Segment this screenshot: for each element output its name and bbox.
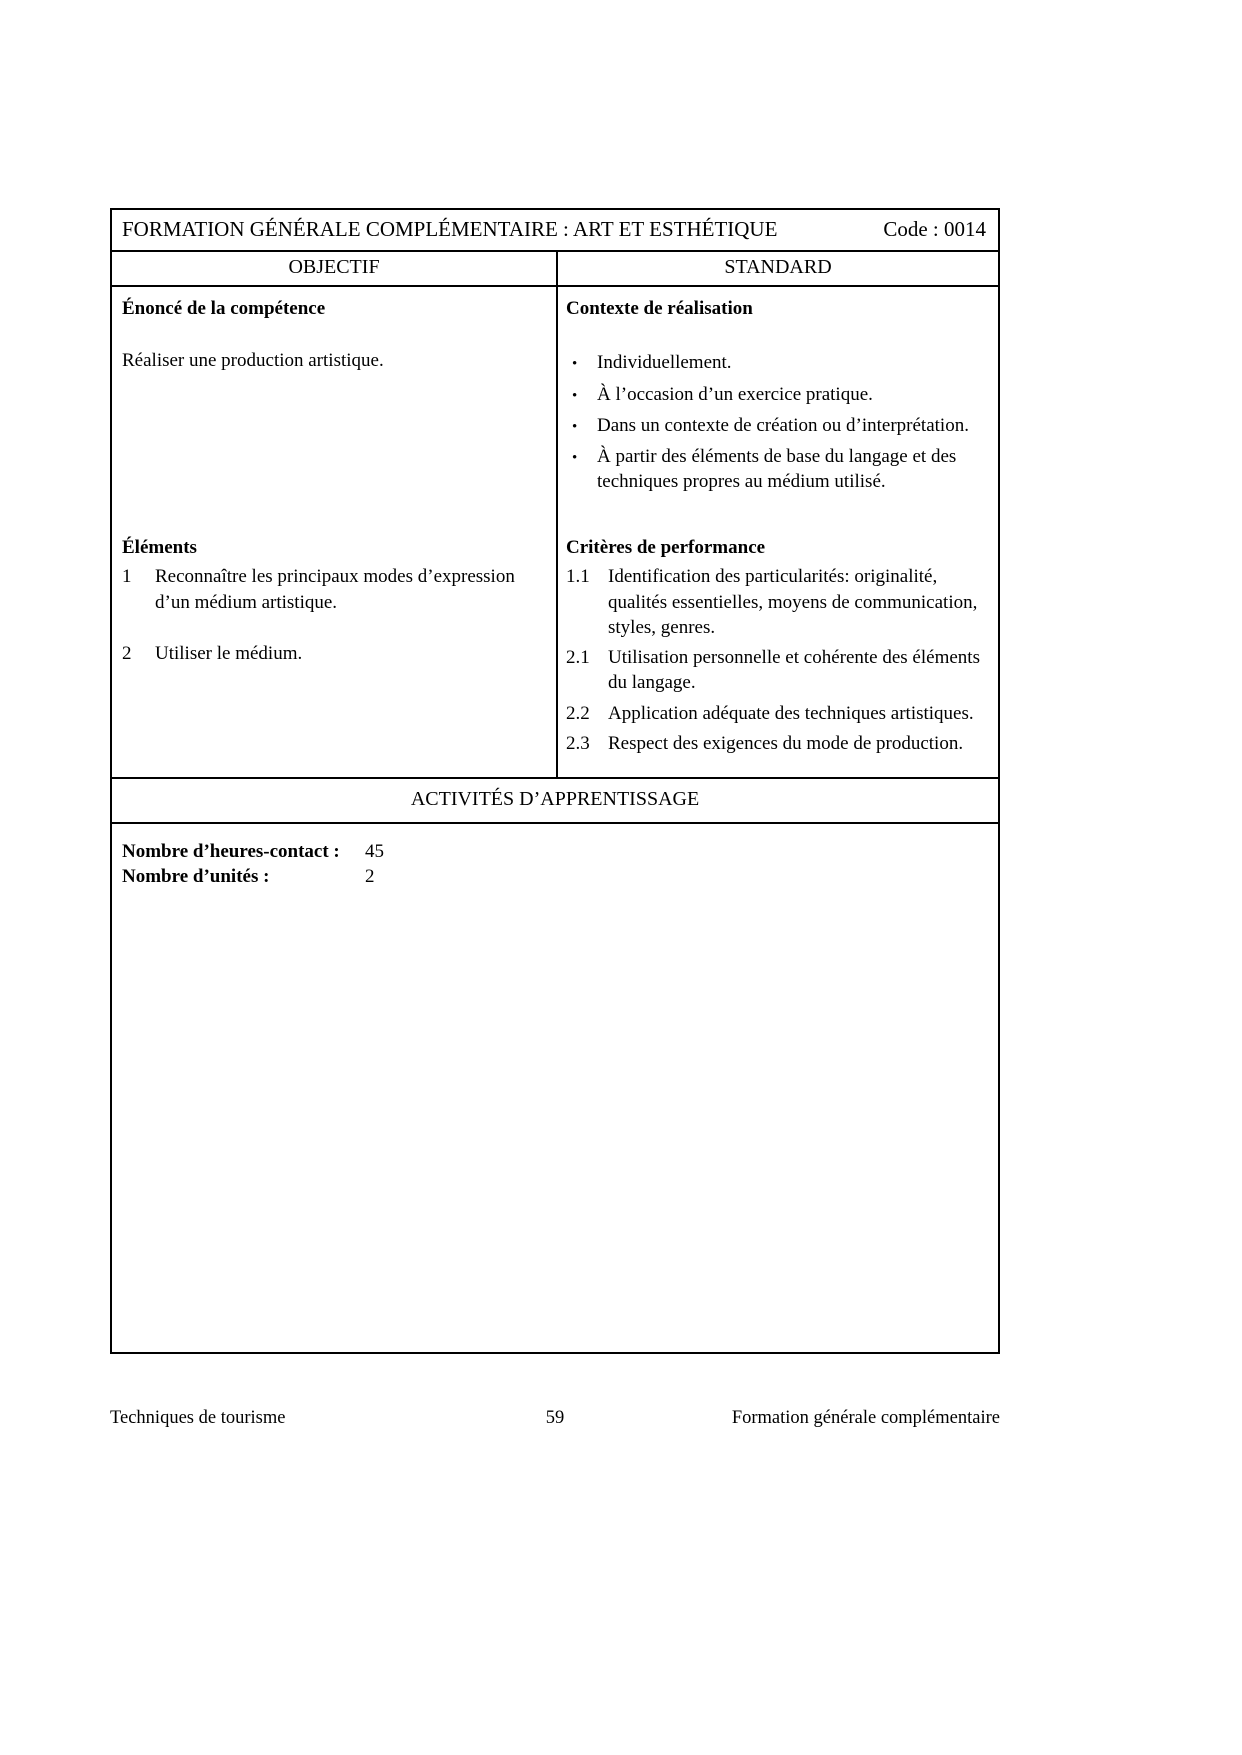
footer-program-name: Techniques de tourisme bbox=[110, 1408, 286, 1428]
critere-number: 2.3 bbox=[566, 732, 590, 754]
unites-row bbox=[122, 864, 986, 889]
activites-section bbox=[112, 824, 998, 1352]
course-title: FORMATION GÉNÉRALE COMPLÉMENTAIRE : ART ET ESTHÉTIQUE bbox=[122, 217, 778, 241]
bullet-icon bbox=[566, 413, 597, 438]
critere-text: Identification des particularités: originalité, qualités essentielles, moyens de communication, styles, genres. bbox=[608, 566, 978, 638]
list-item bbox=[566, 350, 988, 375]
criteres-section bbox=[558, 535, 998, 777]
contexte-item-text: À partir des éléments de base du langage et des techniques propres au médium utilisé. bbox=[597, 446, 957, 493]
critere-number: 1.1 bbox=[566, 566, 590, 588]
course-sheet-table bbox=[110, 208, 1000, 1354]
enonce-title: Énoncé de la compétence bbox=[122, 298, 326, 319]
unites-label: Nombre d’unités : bbox=[122, 866, 270, 888]
objectif-column-header: OBJECTIF bbox=[112, 252, 558, 285]
list-item bbox=[566, 413, 988, 438]
elements-section bbox=[112, 535, 558, 777]
criteres-title: Critères de performance bbox=[566, 537, 766, 558]
element-number: 2 bbox=[122, 642, 132, 664]
contexte-item-text: Individuellement. bbox=[597, 352, 732, 374]
heures-contact-label: Nombre d’heures-contact : bbox=[122, 841, 340, 863]
course-code: Code : 0014 bbox=[883, 217, 986, 241]
activites-header: ACTIVITÉS D’APPRENTISSAGE bbox=[112, 779, 998, 824]
element-number: 1 bbox=[122, 566, 132, 588]
critere-number: 2.1 bbox=[566, 647, 590, 669]
critere-number: 2.2 bbox=[566, 702, 590, 724]
list-item bbox=[566, 382, 988, 407]
heures-contact-row bbox=[122, 839, 986, 864]
page-footer bbox=[110, 1408, 1000, 1429]
elements-list bbox=[122, 564, 542, 666]
footer-section-name: Formation générale complémentaire bbox=[731, 1408, 1000, 1428]
list-item bbox=[122, 564, 542, 615]
footer-page-number: 59 bbox=[545, 1408, 565, 1428]
critere-text: Respect des exigences du mode de production. bbox=[608, 732, 964, 754]
table-title-row bbox=[112, 210, 998, 252]
list-item bbox=[122, 641, 542, 666]
criteres-list bbox=[566, 564, 988, 756]
enonce-section bbox=[112, 287, 558, 535]
list-item bbox=[566, 564, 988, 640]
bullet-icon bbox=[566, 382, 597, 407]
list-item bbox=[566, 645, 988, 696]
elements-title: Éléments bbox=[122, 537, 197, 558]
unites-value: 2 bbox=[365, 866, 375, 888]
bullet-icon bbox=[566, 444, 597, 495]
contexte-item-text: Dans un contexte de création ou d’interprétation. bbox=[597, 414, 969, 436]
list-item bbox=[566, 701, 988, 726]
contexte-title: Contexte de réalisation bbox=[566, 298, 753, 319]
critere-text: Application adéquate des techniques artistiques. bbox=[608, 702, 974, 724]
standard-column-header: STANDARD bbox=[724, 256, 832, 278]
critere-text: Utilisation personnelle et cohérente des éléments du langage. bbox=[608, 647, 980, 694]
table-body bbox=[112, 287, 998, 779]
list-item bbox=[566, 444, 988, 495]
enonce-text: Réaliser une production artistique. bbox=[122, 350, 384, 372]
heures-contact-value: 45 bbox=[365, 841, 384, 863]
contexte-list bbox=[566, 350, 988, 494]
element-text: Reconnaître les principaux modes d’expression d’un médium artistique. bbox=[155, 566, 515, 613]
column-headers-row bbox=[112, 252, 998, 287]
contexte-item-text: À l’occasion d’un exercice pratique. bbox=[597, 383, 873, 405]
contexte-section bbox=[558, 287, 998, 535]
element-text: Utiliser le médium. bbox=[155, 642, 303, 664]
list-item bbox=[566, 731, 988, 756]
bullet-icon bbox=[566, 350, 597, 375]
